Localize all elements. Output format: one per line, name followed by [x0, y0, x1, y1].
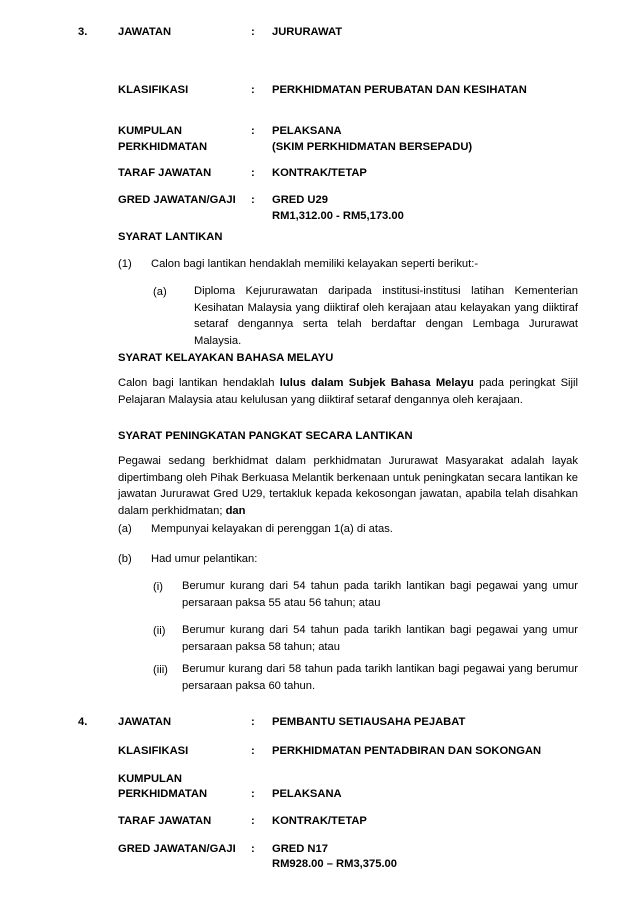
- subitem-number: (a): [153, 286, 167, 298]
- label-kumpulan: KUMPULAN: [118, 125, 183, 137]
- colon: :: [251, 26, 255, 38]
- value-taraf-jawatan: KONTRAK/TETAP: [272, 815, 367, 827]
- section-3-number: 3.: [78, 26, 88, 38]
- value-gaji: RM928.00 – RM3,375.00: [272, 858, 398, 870]
- colon: :: [251, 125, 255, 137]
- subitem-number: (i): [153, 581, 163, 593]
- paragraph-bold-text: dan: [225, 504, 246, 517]
- colon: :: [251, 788, 255, 800]
- label-gred-gaji: GRED JAWATAN/GAJI: [118, 843, 236, 855]
- paragraph-text: pada peringkat Sijil Pelajaran Malaysia atau kelulusan yang diiktiraf setaraf dengannya oleh kerajaan.: [118, 377, 578, 406]
- subitem-number: (iii): [153, 664, 168, 676]
- item-text: Had umur pelantikan:: [151, 553, 258, 565]
- colon: :: [251, 716, 255, 728]
- label-taraf-jawatan: TARAF JAWATAN: [118, 167, 212, 179]
- value-kumpulan: PELAKSANA: [272, 788, 342, 800]
- value-gred: GRED U29: [272, 194, 328, 206]
- item-text: Mempunyai kelayakan di perenggan 1(a) di atas.: [151, 523, 393, 535]
- label-taraf-jawatan: TARAF JAWATAN: [118, 815, 212, 827]
- item-number: (b): [118, 553, 132, 565]
- label-jawatan: JAWATAN: [118, 716, 172, 728]
- diploma-requirement-paragraph: Diploma Kejururawatan daripada institusi-institusi latihan Kementerian Kesihatan Malaysia yang diiktiraf oleh kerajaan atau kelayakan yang diiktiraf setaraf dengannya serta telah berdaftar dengan Lembaga Jururawat Malaysia.: [194, 285, 578, 347]
- colon: :: [251, 167, 255, 179]
- label-gred-gaji: GRED JAWATAN/GAJI: [118, 194, 236, 206]
- colon: :: [251, 843, 255, 855]
- colon: :: [251, 194, 255, 206]
- value-jawatan: PEMBANTU SETIAUSAHA PEJABAT: [272, 716, 466, 728]
- heading-syarat-peningkatan-pangkat: SYARAT PENINGKATAN PANGKAT SECARA LANTIKAN: [118, 430, 413, 442]
- label-klasifikasi: KLASIFIKASI: [118, 745, 189, 757]
- age-condition-paragraph: Berumur kurang dari 54 tahun pada tarikh lantikan bagi pegawai yang umur persaraan paksa 58 tahun; atau: [182, 624, 578, 653]
- subitem-number: (ii): [153, 625, 166, 637]
- item-number: (1): [118, 258, 132, 270]
- value-kumpulan: PELAKSANA: [272, 125, 342, 137]
- label-kumpulan: KUMPULAN: [118, 773, 183, 785]
- peningkatan-pangkat-paragraph: [118, 453, 578, 519]
- value-klasifikasi: PERKHIDMATAN PERUBATAN DAN KESIHATAN: [272, 84, 527, 96]
- bahasa-melayu-paragraph: [118, 375, 578, 408]
- value-skim: (SKIM PERKHIDMATAN BERSEPADU): [272, 141, 473, 153]
- age-condition-paragraph: Berumur kurang dari 58 tahun pada tarikh lantikan bagi pegawai yang berumur persaraan paksa 60 tahun.: [182, 663, 578, 692]
- value-klasifikasi: PERKHIDMATAN PENTADBIRAN DAN SOKONGAN: [272, 745, 542, 757]
- value-gred: GRED N17: [272, 843, 328, 855]
- heading-syarat-bahasa-melayu: SYARAT KELAYAKAN BAHASA MELAYU: [118, 352, 334, 364]
- item-text: Calon bagi lantikan hendaklah memiliki kelayakan seperti berikut:-: [151, 258, 479, 270]
- value-jawatan: JURURAWAT: [272, 26, 343, 38]
- colon: :: [251, 815, 255, 827]
- section-4-number: 4.: [78, 716, 88, 728]
- label-klasifikasi: KLASIFIKASI: [118, 84, 189, 96]
- value-taraf-jawatan: KONTRAK/TETAP: [272, 167, 367, 179]
- paragraph-bold-text: lulus dalam Subjek Bahasa Melayu: [279, 377, 474, 389]
- paragraph-text: Calon bagi lantikan hendaklah: [118, 377, 280, 389]
- colon: :: [251, 84, 255, 96]
- item-number: (a): [118, 523, 132, 535]
- heading-syarat-lantikan: SYARAT LANTIKAN: [118, 231, 223, 243]
- value-gaji: RM1,312.00 - RM5,173.00: [272, 210, 404, 222]
- label-perkhidmatan: PERKHIDMATAN: [118, 141, 208, 153]
- label-perkhidmatan: PERKHIDMATAN: [118, 788, 208, 800]
- label-jawatan: JAWATAN: [118, 26, 172, 38]
- age-condition-paragraph: Berumur kurang dari 54 tahun pada tarikh lantikan bagi pegawai yang umur persaraan paksa 55 atau 56 tahun; atau: [182, 580, 578, 609]
- paragraph-text: Pegawai sedang berkhidmat dalam perkhidmatan Jururawat Masyarakat adalah layak dipertimbang oleh Pihak Berkuasa Melantik berkenaan untuk peningkatan secara lantikan ke jawatan Jururawat Gred U29, tertakluk kepada kekosongan jawatan, apabila telah disahkan dalam perkhidmatan;: [118, 455, 578, 517]
- colon: :: [251, 745, 255, 757]
